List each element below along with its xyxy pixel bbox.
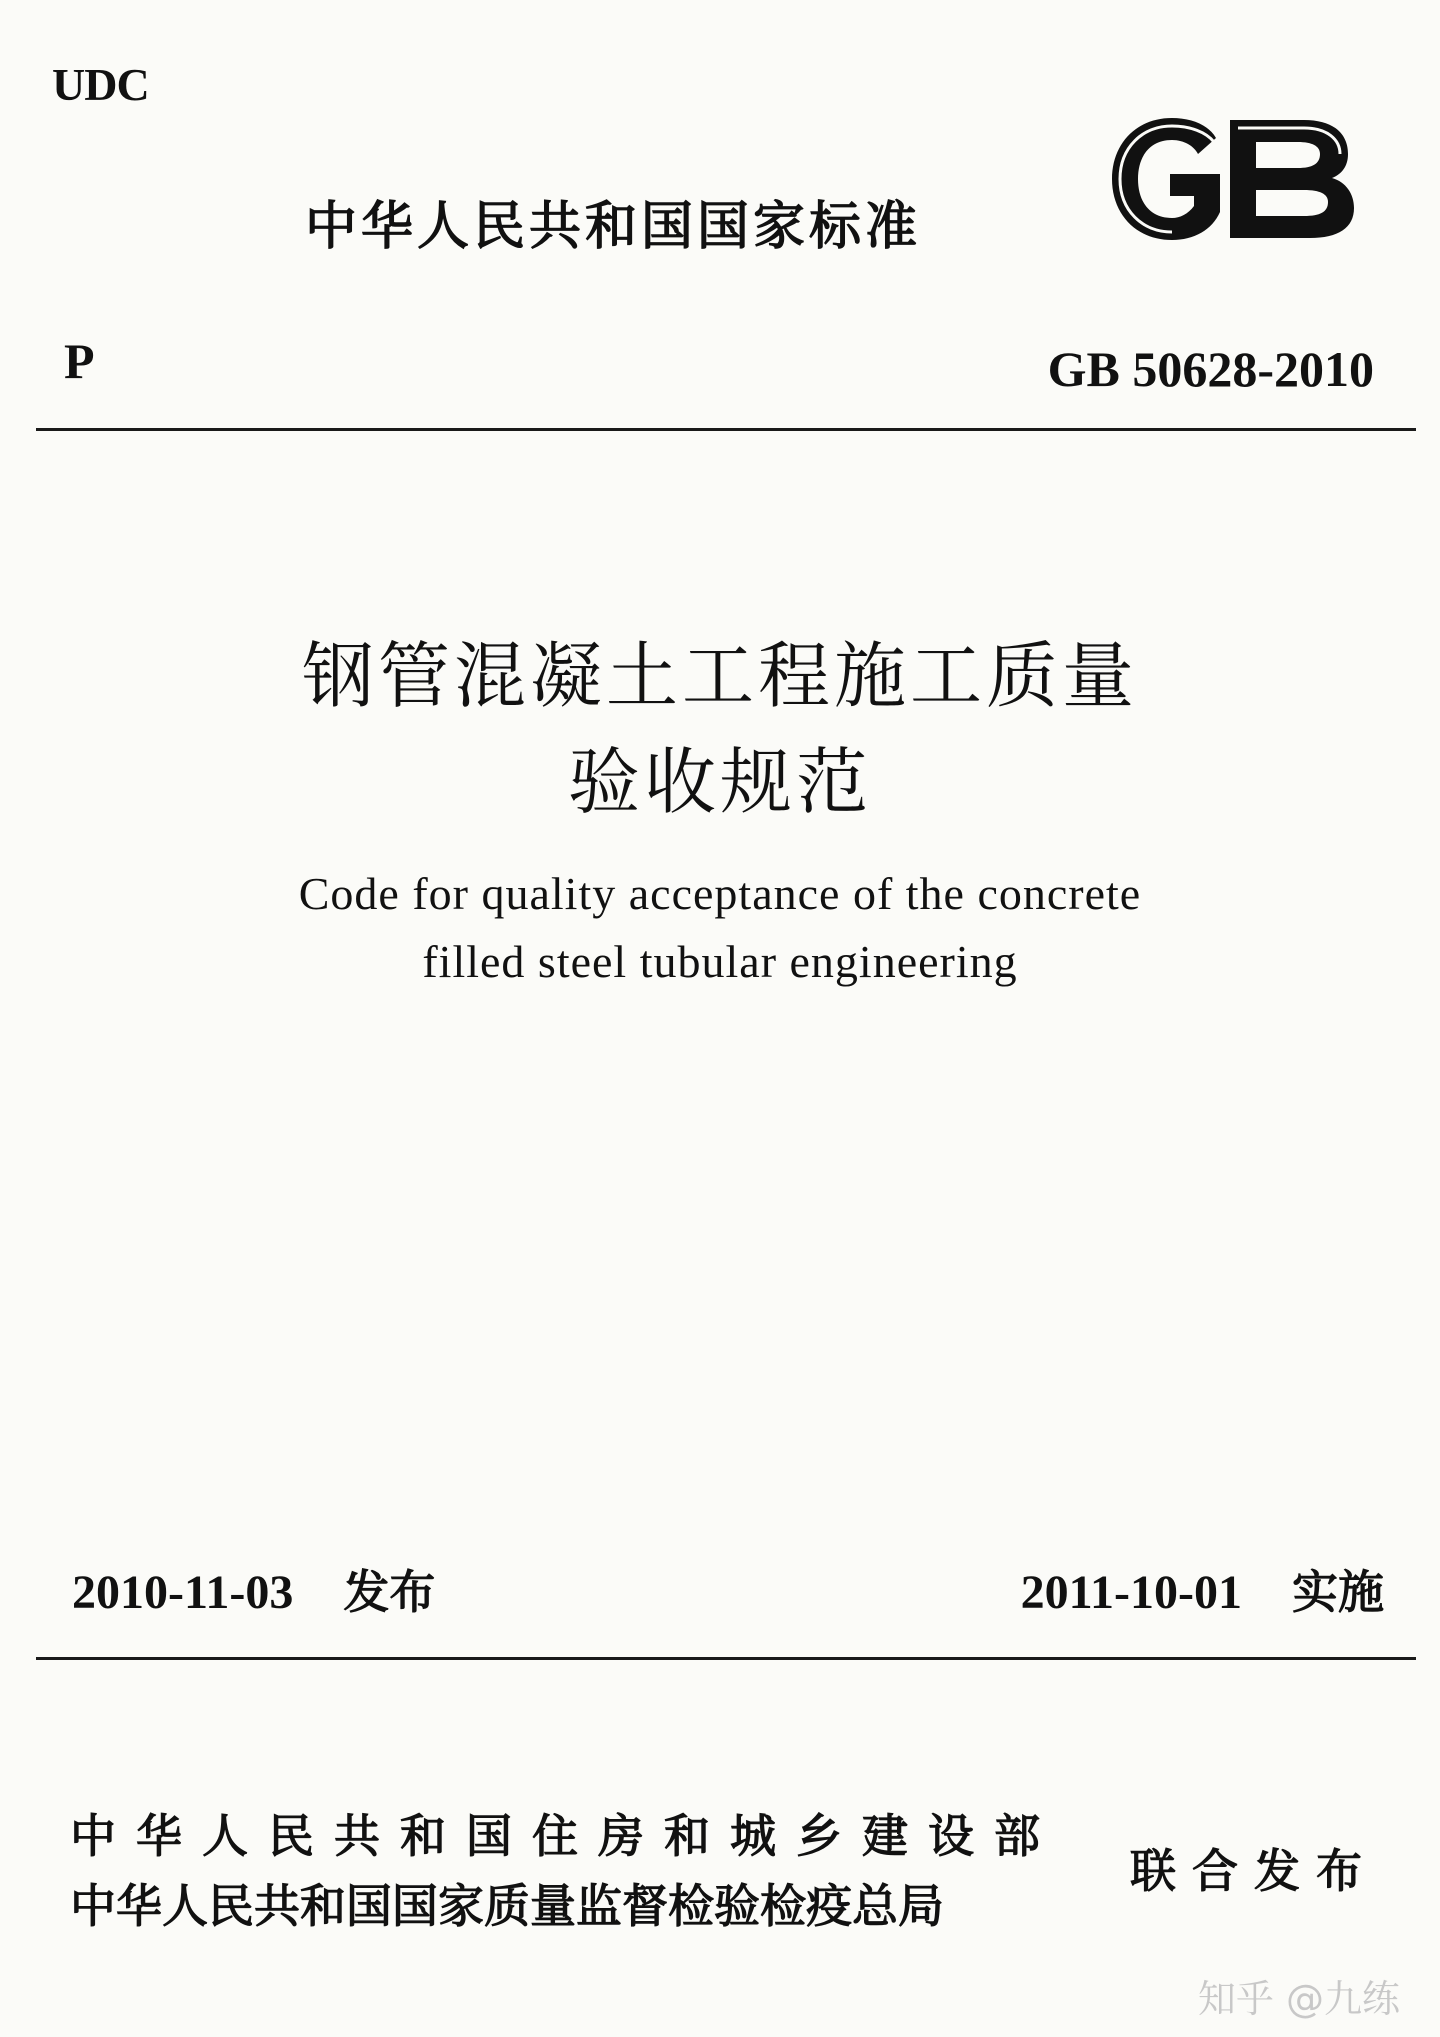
watermark: 知乎 @九练 — [1197, 1977, 1400, 2021]
authority-line1: 中华人民共和国住房和城乡建设部 — [70, 1809, 1060, 1863]
standard-number: GB 50628-2010 — [1047, 341, 1374, 397]
classification-code: P — [64, 333, 95, 389]
joint-issue-label: 联合发布 — [1130, 1844, 1378, 1898]
top-divider — [36, 428, 1416, 431]
implementation-date-row — [1021, 1556, 1384, 1622]
national-standard-heading: 中华人民共和国国家标准 — [305, 197, 922, 257]
issue-date-row — [72, 1556, 435, 1622]
implementation-date: 2011-10-01 — [1020, 1566, 1242, 1619]
title-en-line1: Code for quality acceptance of the concrete — [298, 868, 1142, 919]
bottom-divider — [36, 1657, 1416, 1660]
title-cn-line2: 验收规范 — [567, 740, 872, 824]
authority-line2: 中华人民共和国国家质量监督检验检疫总局 — [70, 1879, 944, 1933]
gb-logo — [1098, 108, 1360, 250]
udc-label: UDC — [52, 59, 149, 110]
title-cn-line1: 钢管混凝土工程施工质量 — [301, 634, 1138, 718]
issue-date: 2010-11-03 — [72, 1566, 294, 1619]
issue-label: 发布 — [343, 1565, 436, 1619]
implementation-label: 实施 — [1292, 1565, 1384, 1619]
title-en-line2: filled steel tubular engineering — [422, 936, 1018, 987]
